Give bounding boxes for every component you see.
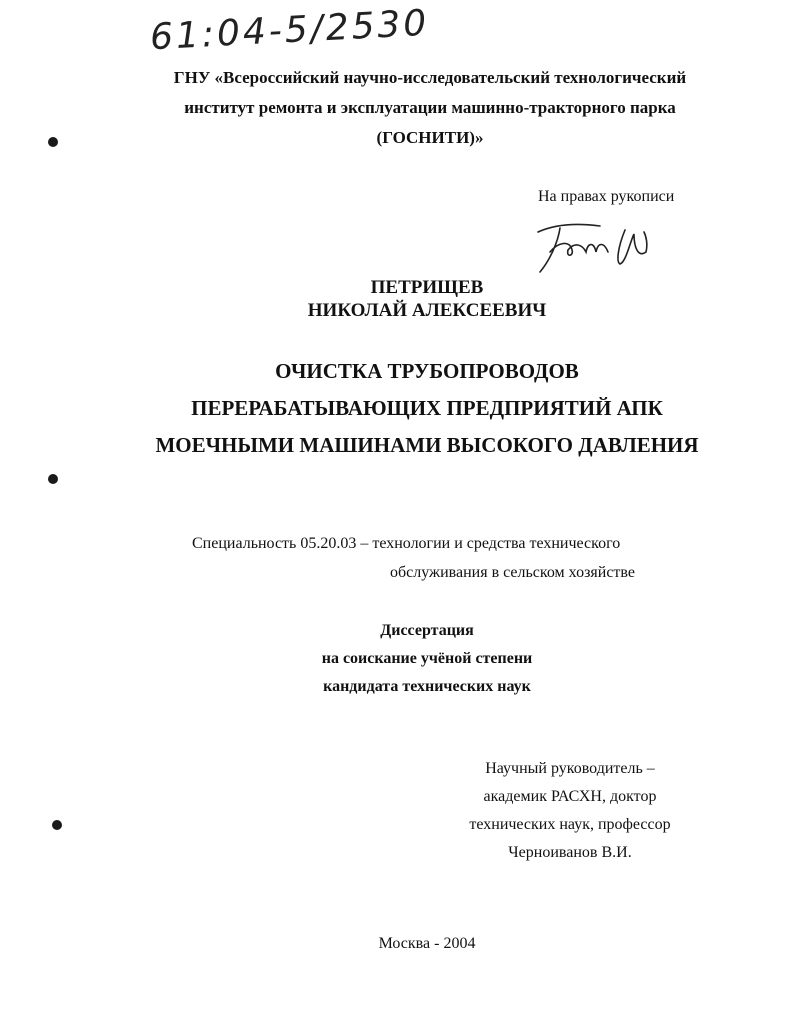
title-line-3: МОЕЧНЫМИ МАШИНАМИ ВЫСОКОГО ДАВЛЕНИЯ (155, 433, 699, 457)
title-line-1: ОЧИСТКА ТРУБОПРОВОДОВ (275, 359, 579, 383)
dissertation-line-1: Диссертация (380, 622, 474, 639)
institution-line-3: (ГОСНИТИ)» (376, 128, 484, 147)
supervisor-line-3: технических наук, профессор (469, 816, 671, 833)
supervisor-block (440, 755, 700, 867)
supervisor-line-4: Черноиванов В.И. (508, 844, 632, 861)
supervisor-line-2: академик РАСХН, доктор (483, 788, 657, 805)
specialty-line-2: обслуживания в сельском хозяйстве (390, 564, 635, 581)
dissertation-block (30, 617, 794, 701)
dissertation-line-3: кандидата технических наук (323, 678, 531, 695)
binding-hole-bottom (52, 820, 62, 830)
author-surname: ПЕТРИЩЕВ (370, 277, 484, 298)
author-block (30, 276, 794, 322)
place-year: Москва - 2004 (378, 935, 476, 952)
title-line-2: ПЕРЕРАБАТЫВАЮЩИХ ПРЕДПРИЯТИЙ АПК (191, 396, 663, 420)
institution-line-2: институт ремонта и эксплуатации машинно-тракторного парка (184, 98, 676, 117)
dissertation-line-2: на соискание учёной степени (321, 650, 533, 667)
thesis-title (30, 353, 794, 464)
archive-number: 61:04-5/2530 (149, 2, 431, 59)
manuscript-rights: На правах рукописи (538, 188, 675, 205)
author-name: НИКОЛАЙ АЛЕКСЕЕВИЧ (307, 300, 547, 321)
institution-line-1: ГНУ «Всероссийский научно-исследовательский технологический (173, 68, 687, 87)
signature-mark (530, 212, 660, 276)
binding-hole-middle (48, 474, 58, 484)
specialty-line-1: Специальность 05.20.03 – технологии и средства технического (192, 535, 621, 552)
supervisor-line-1: Научный руководитель – (485, 760, 655, 777)
institution-header (0, 63, 794, 153)
